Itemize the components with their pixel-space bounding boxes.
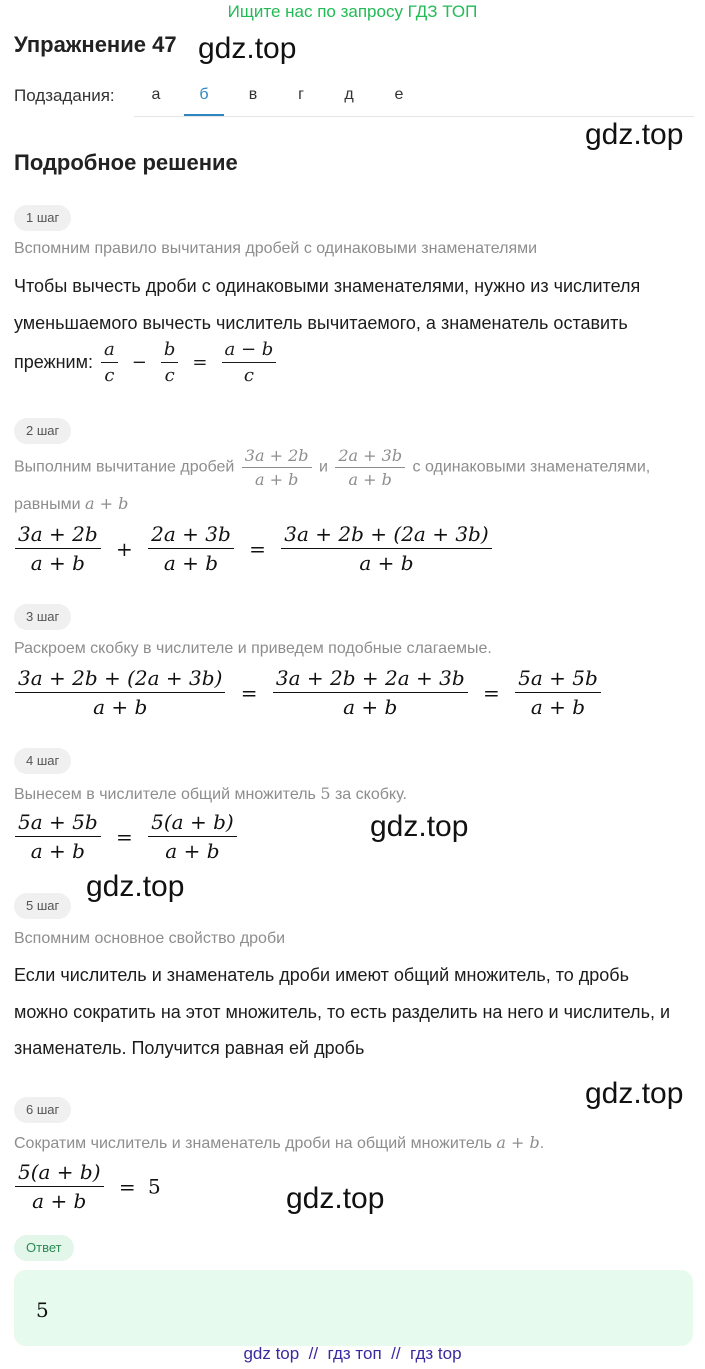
step-text-with-formula [14,339,279,386]
step-hint: Вынесем в числителе общий множитель [14,786,316,803]
footer-links[interactable]: gdz top // гдз топ // гдз top [243,1344,462,1363]
fraction [15,810,101,863]
fraction [273,666,468,719]
equation [12,522,495,575]
step-hint-with-formula [14,446,650,489]
step-text: знаменатель. Получится равная ей дробь [14,1038,365,1058]
numerator: 3a + 2b [242,446,312,468]
step-hint-line [14,494,128,514]
tab-b[interactable]: б [184,86,224,116]
step-hint: Вспомним правило вычитания дробей с одинаковыми знаменателями [14,240,538,257]
denominator: a + b [93,695,148,719]
numerator: 3a + 2b [15,522,101,549]
numerator: 5(a + b) [15,1160,104,1187]
fraction [148,522,234,575]
denominator: c [164,365,175,386]
numerator: a [101,339,118,363]
watermark: gdz.top [585,1077,684,1110]
step-hint: Выполним вычитание дробей [14,458,235,476]
fraction [148,810,237,863]
numerator: 2a + 3b [335,446,405,468]
fraction [222,339,277,386]
denominator: a + b [348,470,392,489]
denominator: a + b [530,695,586,719]
denominator: a + b [254,470,299,489]
step-text: Если числитель и знаменатель дроби имеют общий множитель, то дробь [14,965,629,985]
step-chip: 4 шаг [14,748,71,774]
watermark: gdz.top [585,118,684,151]
solution-title: Подробное решение [14,150,238,175]
tab-a[interactable]: а [151,86,161,103]
step-chip: 3 шаг [14,604,71,630]
fraction [15,1160,104,1213]
numerator: 3a + 2b + (2a + 3b) [15,666,225,693]
equals-sign: = [483,680,500,705]
equals-sign: = [249,536,266,561]
exercise-title: Упражнение 47 [14,32,177,57]
step-hint: Вспомним основное свойство дроби [14,930,286,947]
step-hint-line [14,784,407,804]
equation [12,666,604,719]
equals-sign: = [116,824,133,849]
numerator: a − b [222,339,277,363]
denominator: a + b [359,551,414,575]
subtasks-tabs [134,78,694,117]
step-chip: 6 шаг [14,1097,71,1123]
fraction [242,446,312,489]
tab-e[interactable]: е [394,86,404,103]
step-hint: с одинаковыми знаменателями, [412,458,651,476]
denominator: c [104,365,115,386]
equation [12,810,240,863]
formula-inline: a + b [85,494,129,513]
tab-v[interactable]: в [248,86,258,103]
numerator: 5a + 5b [15,810,101,837]
step-hint-line [14,1133,544,1153]
denominator: a + b [30,839,85,863]
fraction [281,522,491,575]
numerator: 2a + 3b [148,522,234,549]
denominator: a + b [163,551,219,575]
step-chip: 1 шаг [14,205,71,231]
numerator: b [161,339,179,363]
formula-inline: a + b [496,1133,540,1152]
equals-sign: = [240,680,258,705]
step-text: прежним: [14,352,93,372]
fraction [101,339,118,386]
numerator: 5(a + b) [148,810,237,837]
denominator: a + b [30,551,85,575]
equation [12,1160,161,1213]
numerator: 3a + 2b + (2a + 3b) [281,522,491,549]
step-hint: Раскроем скобку в числителе и приведем подобные слагаемые. [14,640,492,657]
fraction [15,522,101,575]
answer-box [14,1270,693,1346]
fraction [515,666,601,719]
step-hint: Сократим числитель и знаменатель дроби на общий множитель [14,1135,492,1152]
step-hint: за скобку. [334,786,407,803]
denominator: a + b [343,695,398,719]
step-text: уменьшаемого вычесть числитель вычитаемого, а знаменатель оставить [14,313,628,333]
fraction [335,446,405,489]
step-text: можно сократить на этот множитель, то есть разделить на него и числитель, и [14,1002,670,1022]
denominator: c [243,365,254,386]
step-text: Чтобы вычесть дроби с одинаковыми знаменателями, нужно из числителя [14,276,641,296]
watermark: gdz.top [286,1182,385,1215]
step-chip: 5 шаг [14,893,71,919]
denominator: a + b [32,1189,87,1213]
result-value: 5 [148,1174,161,1199]
formula-inline: 5 [320,784,331,803]
top-banner[interactable]: Ищите нас по запросу ГДЗ ТОП [227,2,478,21]
numerator: 3a + 2b + 2a + 3b [273,666,468,693]
equals-sign: = [192,352,208,373]
subtasks-label: Подзадания: [14,86,115,105]
denominator: a + b [165,839,220,863]
step-chip: 2 шаг [14,418,71,444]
step-hint: и [318,458,328,476]
watermark: gdz.top [370,810,469,843]
step-hint: равными [14,496,81,513]
numerator: 5a + 5b [515,666,601,693]
answer-value: 5 [36,1298,49,1322]
plus-sign: + [116,536,133,561]
fraction [15,666,225,719]
minus-sign: − [131,352,147,373]
step-hint: . [539,1135,545,1152]
tab-g[interactable]: г [298,86,304,103]
equals-sign: = [118,1174,136,1199]
watermark: gdz.top [86,870,185,903]
fraction [161,339,179,386]
answer-chip: Ответ [14,1235,74,1261]
watermark: gdz.top [198,32,297,65]
tab-d[interactable]: д [344,86,354,103]
